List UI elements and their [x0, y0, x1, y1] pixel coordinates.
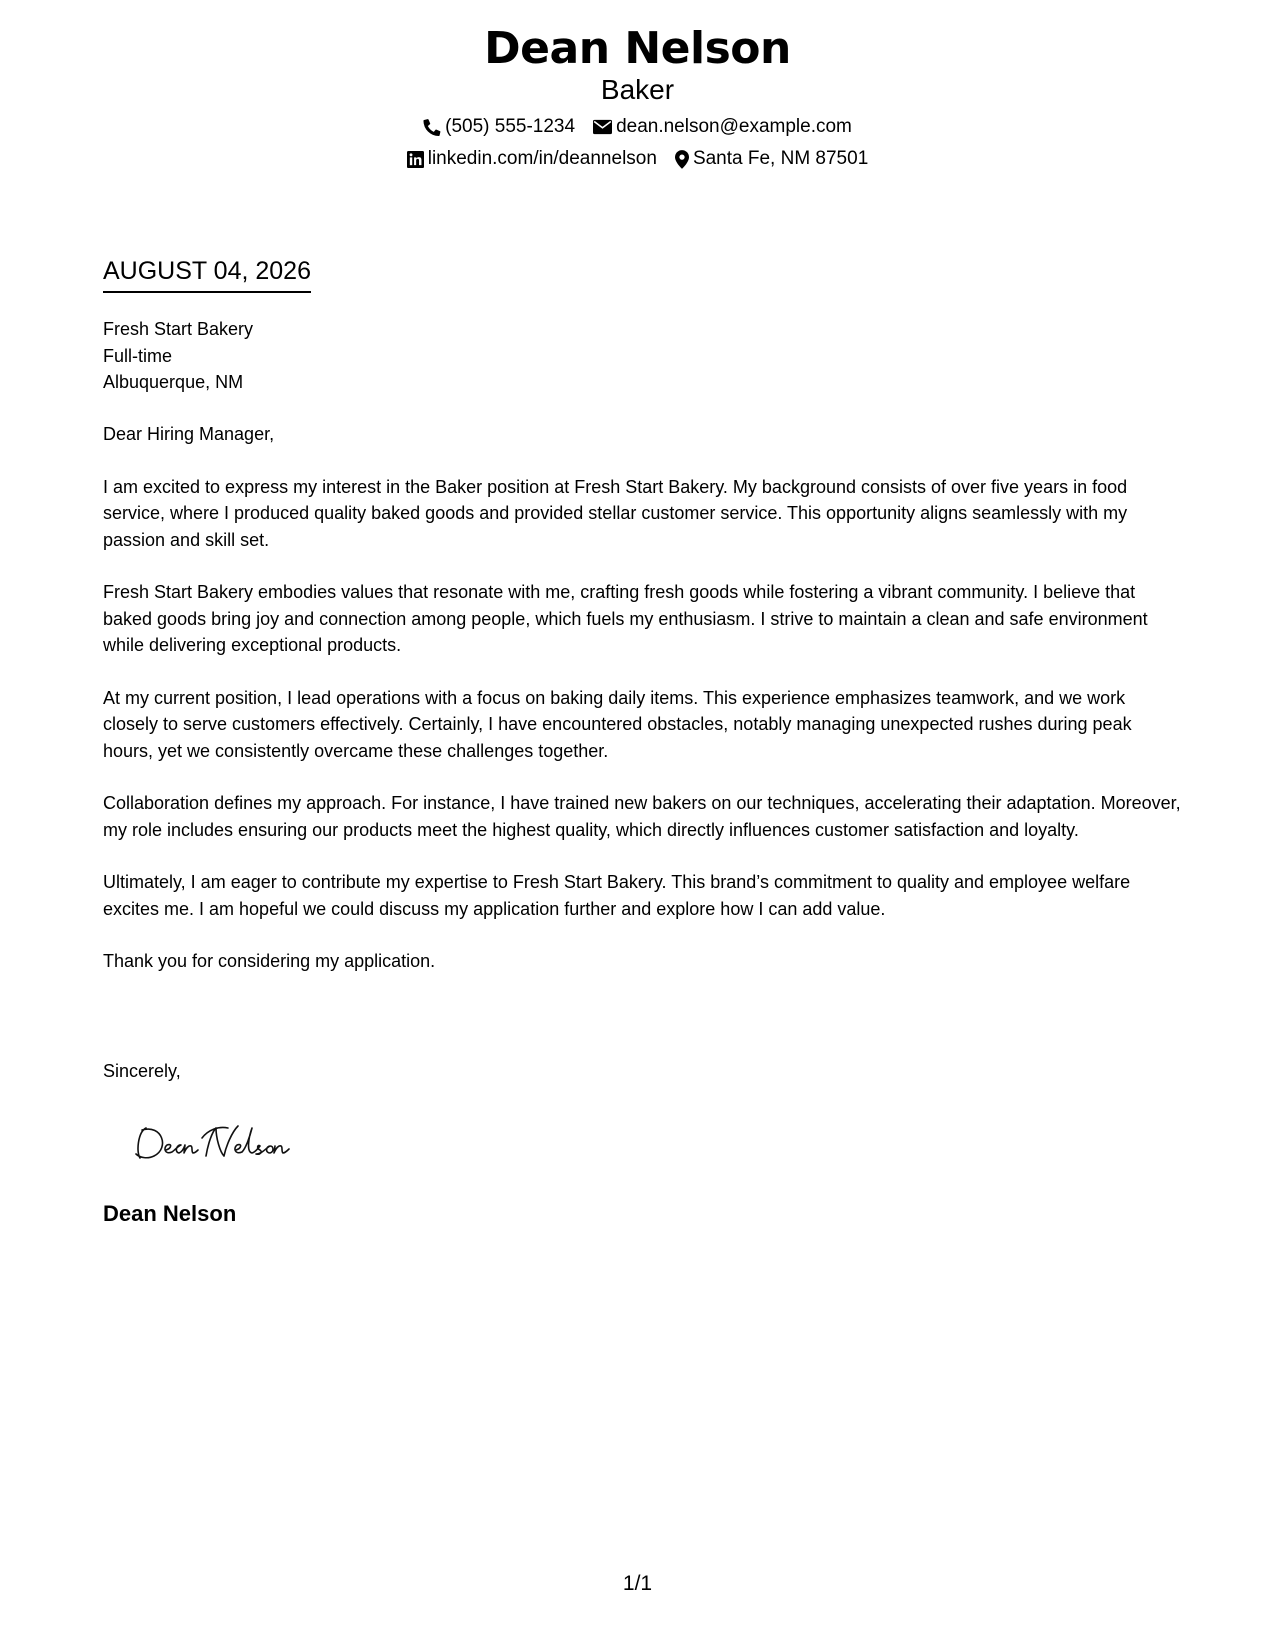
linkedin-text: linkedin.com/in/deannelson [427, 148, 657, 169]
body-paragraph-4: Collaboration defines my approach. For instance, I have trained new bakers on our techniques, accelerating their adaptation. Moreover, my role includes ensuring our products meet the highest quality, which directly influences customer satisfaction and loyalty. [103, 793, 1181, 840]
letter-header [0, 22, 1275, 170]
body-paragraph-5: Ultimately, I am eager to contribute my expertise to Fresh Start Bakery. This brand’s commitment to quality and employee welfare excites me. I am hopeful we could discuss my application further and explore how I can add value. [103, 872, 1131, 919]
map-pin-icon [675, 150, 689, 169]
body-paragraph-2: Fresh Start Bakery embodies values that resonate with me, crafting fresh goods while fostering a vibrant community. I believe that baked goods bring joy and connection among people, which fuels my enthusiasm. I strive to maintain a clean and safe environment while delivering exceptional products. [103, 582, 1148, 655]
signer-name: Dean Nelson [103, 1201, 237, 1226]
contact-row-1 [0, 116, 1275, 138]
salutation: Dear Hiring Manager, [103, 424, 275, 444]
body-paragraph-1: I am excited to express my interest in the Baker position at Fresh Start Bakery. My background consists of over five years in food service, where I produced quality baked goods and provided stellar customer service. This opportunity aligns seamlessly with my passion and skill set. [103, 476, 1128, 550]
recipient-location: Albuquerque, NM [103, 372, 244, 392]
phone-text: (505) 555-1234 [445, 116, 576, 137]
letter-date-block [103, 256, 311, 293]
location-text: Santa Fe, NM 87501 [692, 148, 869, 169]
contact-email [593, 116, 852, 138]
thank-you-line: Thank you for considering my application. [103, 951, 436, 971]
letter-date: AUGUST 04, 2026 [103, 256, 311, 293]
recipient-block [103, 316, 253, 396]
envelope-icon [593, 119, 612, 135]
handwritten-signature [132, 1118, 332, 1173]
applicant-name: Dean Nelson [484, 23, 791, 74]
linkedin-icon [407, 151, 424, 168]
phone-icon [423, 118, 441, 136]
contact-linkedin [407, 148, 657, 170]
applicant-title: Baker [600, 74, 675, 105]
contact-location [675, 148, 868, 170]
signature-image [132, 1118, 332, 1168]
letter-body [103, 421, 1183, 1001]
page-number: 1/1 [622, 1572, 653, 1595]
email-text: dean.nelson@example.com [616, 116, 852, 137]
body-paragraph-3: At my current position, I lead operations with a focus on baking daily items. This experience emphasizes teamwork, and we work closely to serve customers effectively. Certainly, I have encountered obstacles, notably managing unexpected rushes during peak hours, yet we consistently overcame these challenges together. [103, 687, 1132, 761]
contact-phone [423, 116, 575, 138]
recipient-company: Fresh Start Bakery [103, 319, 254, 339]
closing: Sincerely, [103, 1061, 181, 1081]
recipient-employment-type: Full-time [103, 345, 173, 366]
contact-row-2 [0, 148, 1275, 170]
